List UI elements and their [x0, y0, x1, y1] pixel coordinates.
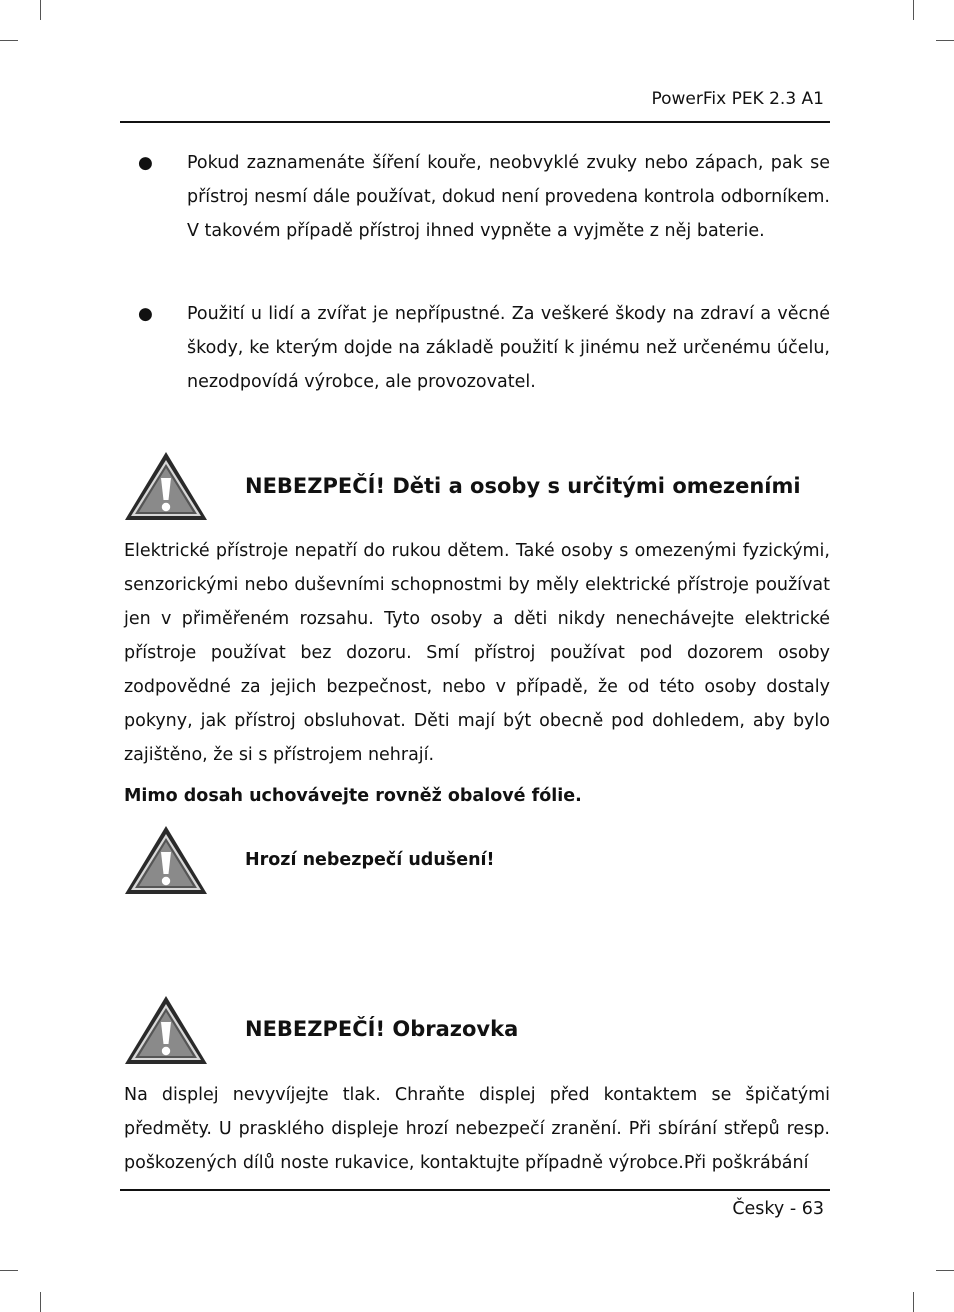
section-heading: NEBEZPEČÍ! Děti a osoby s určitými omezeními	[245, 474, 801, 498]
bold-note: Mimo dosah uchovávejte rovněž obalové fólie.	[124, 786, 582, 806]
list-item	[124, 146, 830, 248]
warning-triangle-icon	[123, 450, 209, 522]
section-heading: NEBEZPEČÍ! Obrazovka	[245, 1017, 519, 1041]
section-paragraph: Na displej nevyvíjejte tlak. Chraňte displej před kontaktem se špičatými předměty. U prasklého displeje hrozí nebezpečí zranění. Při sbírání střepů resp. poškozených dílů noste rukavice, kontaktujte případně výrobce.Při poškrábání	[124, 1085, 830, 1173]
crop-mark	[40, 1292, 41, 1312]
bullet-icon: ●	[138, 153, 153, 173]
crop-mark	[936, 40, 954, 41]
crop-mark	[0, 40, 18, 41]
bullet-icon: ●	[138, 304, 153, 324]
crop-mark	[0, 1270, 18, 1271]
header-rule	[120, 121, 830, 123]
crop-mark	[913, 1292, 914, 1312]
bullet-text: Pokud zaznamenáte šíření kouře, neobvyklé zvuky nebo zápach, pak se přístroj nesmí dále používat, dokud není provedena kontrola odborníkem. V takovém případě přístroj ihned vypněte a vyjměte z něj baterie.	[187, 153, 830, 241]
warning-triangle-icon	[123, 994, 209, 1066]
crop-mark	[40, 0, 41, 20]
header-title: PowerFix PEK 2.3 A1	[651, 89, 824, 109]
sub-warning: Hrozí nebezpečí udušení!	[245, 850, 495, 870]
crop-mark	[913, 0, 914, 20]
warning-triangle-icon	[123, 824, 209, 896]
footer-rule	[120, 1189, 830, 1191]
page-number: Česky - 63	[732, 1199, 824, 1219]
list-item	[124, 297, 830, 399]
section-paragraph: Elektrické přístroje nepatří do rukou dětem. Také osoby s omezenými fyzickými, senzorickými nebo duševními schopnostmi by měly elektrické přístroje používat jen v přiměřeném rozsahu. Tyto osoby a děti nikdy nenechávejte elektrické přístroje používat bez dozoru. Smí přístroj používat pod dozorem osoby zodpovědné za jejich bezpečnost, nebo v případě, že od této osoby dostaly pokyny, jak přístroj obsluhovat. Děti mají být obecně pod dohledem, aby bylo zajištěno, že si s přístrojem nehrají.	[124, 541, 830, 765]
bullet-text: Použití u lidí a zvířat je nepřípustné. Za veškeré škody na zdraví a věcné škody, ke kterým dojde na základě použití k jinému než určenému účelu, nezodpovídá výrobce, ale provozovatel.	[187, 304, 830, 392]
crop-mark	[936, 1270, 954, 1271]
